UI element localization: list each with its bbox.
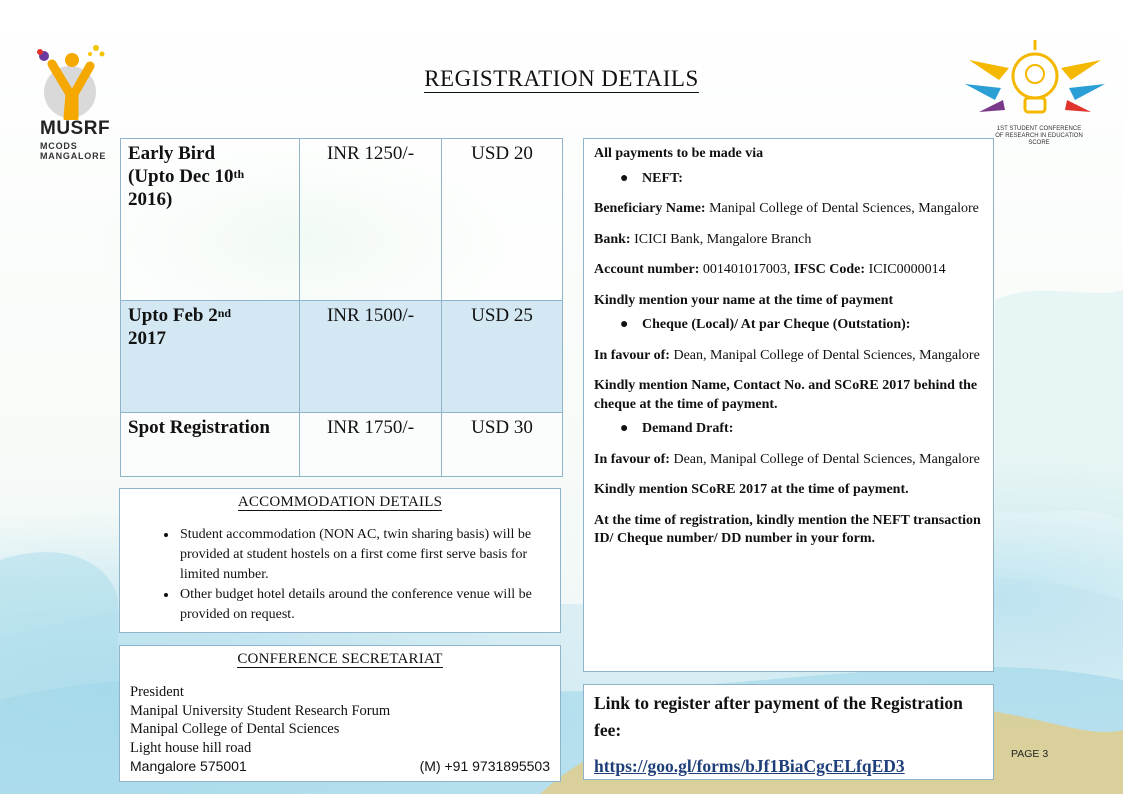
list-item: • Student accommodation (NON AC, twin sharing basis) will be provided at student hostels on a first come first serve basis for limited number. <box>178 525 548 585</box>
fee-usd: USD 30 <box>442 413 563 477</box>
table-row <box>121 413 563 477</box>
fee-inr: INR 1750/- <box>300 413 442 477</box>
neft-note: Kindly mention your name at the time of payment <box>594 292 894 308</box>
address-line: Manipal University Student Research Forum <box>130 702 391 719</box>
dd-bullet: ● Demand Draft: <box>620 420 983 439</box>
fee-inr: INR 1500/- <box>300 300 442 413</box>
address-city: Mangalore 575001 <box>130 758 247 774</box>
contact-phone: (M) +91 9731895503 <box>419 758 550 774</box>
payment-details-box <box>583 138 994 672</box>
page-number: PAGE 3 <box>1011 748 1049 760</box>
dd-note: Kindly mention SCoRE 2017 at the time of payment. <box>594 482 909 497</box>
address-line: Manipal College of Dental Sciences <box>130 721 340 737</box>
score-caption: 1ST STUDENT CONFERENCE OF RESEARCH IN EDUCATION SCORE <box>995 126 1083 146</box>
cheque-favour: In favour of: Dean, Manipal College of Dental Sciences, Mangalore <box>594 347 980 363</box>
table-row <box>121 300 563 413</box>
address-line: President <box>130 684 184 700</box>
fee-category: Spot Registration <box>121 413 300 477</box>
account-number: Account number: 001401017003, IFSC Code: ICIC0000014 <box>594 262 946 277</box>
fee-inr: INR 1250/- <box>300 139 442 301</box>
page-title: REGISTRATION DETAILS <box>424 66 699 91</box>
musrf-name: MUSRF <box>40 118 111 139</box>
register-link-box <box>583 684 994 780</box>
accommodation-box <box>119 488 561 633</box>
neft-bullet: ● NEFT: <box>620 170 983 189</box>
cheque-bullet: ● Cheque (Local)/ At par Cheque (Outstation): <box>620 316 983 335</box>
beneficiary: Beneficiary Name: Manipal College of Dental Sciences, Mangalore <box>594 201 979 216</box>
secretariat-address <box>130 683 550 776</box>
fee-usd: USD 20 <box>442 139 563 301</box>
final-note: At the time of registration, kindly mention the NEFT transaction ID/ Cheque number/ DD number in your form. <box>594 512 981 546</box>
payment-intro: All payments to be made via <box>594 146 764 161</box>
accommodation-list <box>178 525 548 625</box>
table-row <box>121 139 563 301</box>
list-item: • Other budget hotel details around the conference venue will be provided on request. <box>178 585 548 625</box>
bullet-icon: ● <box>620 170 629 186</box>
secretariat-heading: CONFERENCE SECRETARIAT <box>237 651 443 667</box>
musrf-subtitle: MCODS MANGALORE <box>40 141 107 161</box>
bullet-icon: ● <box>620 317 629 332</box>
musrf-logo <box>32 40 114 170</box>
fee-category: Upto Feb 2nd 2017 <box>121 300 300 413</box>
fee-usd: USD 25 <box>442 300 563 413</box>
bullet-icon: ● <box>620 421 629 436</box>
register-link[interactable]: https://goo.gl/forms/bJf1BiaCgcELfqED3 <box>594 756 905 776</box>
bank: Bank: ICICI Bank, Mangalore Branch <box>594 231 812 247</box>
fee-category: Early Bird (Upto Dec 10th 2016) <box>121 139 300 301</box>
registration-fees-table <box>120 138 563 477</box>
address-last-line <box>130 757 550 776</box>
dd-favour: In favour of: Dean, Manipal College of Dental Sciences, Mangalore <box>594 451 980 467</box>
address-line: Light house hill road <box>130 739 252 756</box>
register-link-title: Link to register after payment of the Registration fee: <box>594 693 963 740</box>
cheque-note: Kindly mention Name, Contact No. and SCoRE 2017 behind the cheque at the time of payment. <box>594 378 978 412</box>
accommodation-heading: ACCOMMODATION DETAILS <box>237 494 443 510</box>
secretariat-box <box>119 645 561 782</box>
